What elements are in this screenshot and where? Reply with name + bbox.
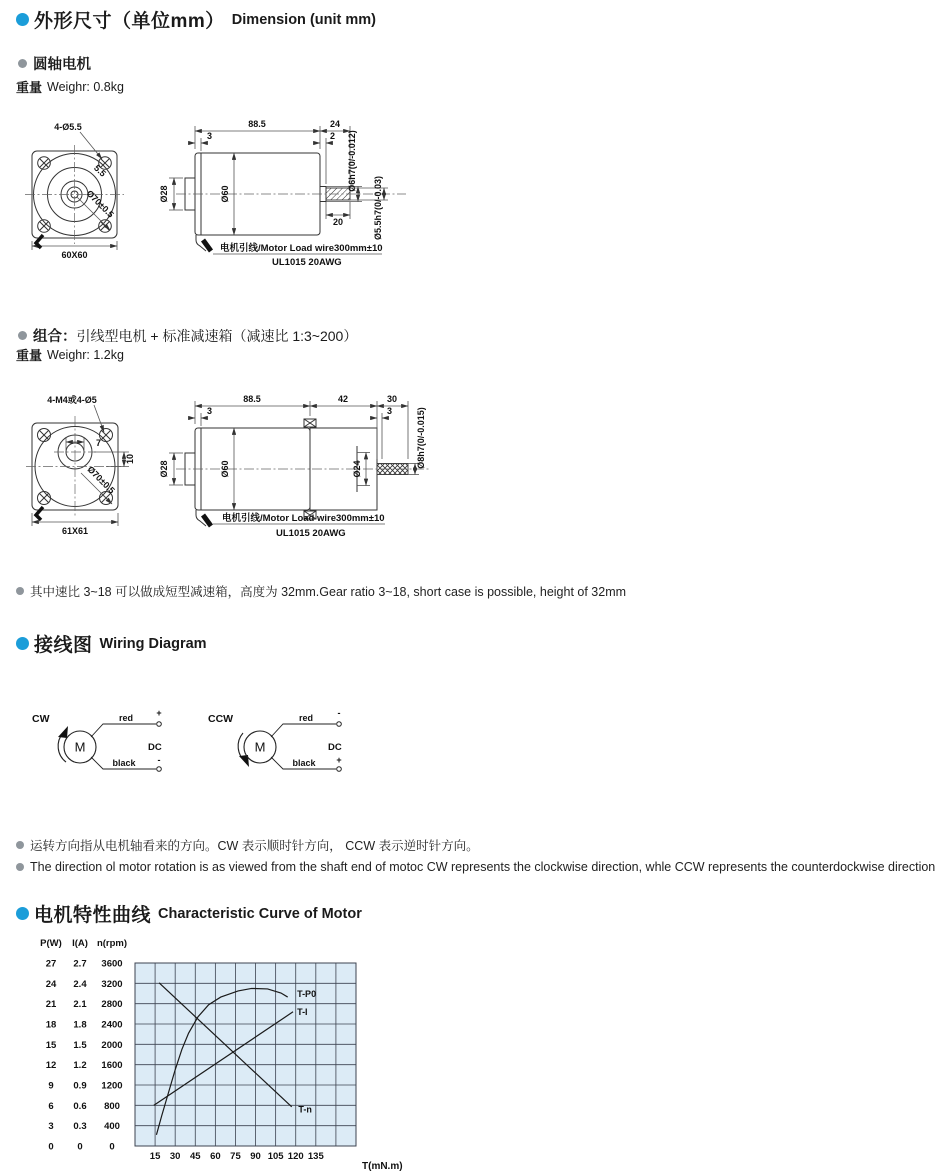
dim-shaft-length: 30 [386, 394, 398, 404]
supply-label: DC [148, 742, 162, 753]
weight-value: Weighr: 1.2kg [47, 347, 124, 362]
label-holes: 4-Ø5.5 [54, 122, 82, 132]
side-view-motor [159, 119, 406, 268]
y-tick-label: 2800 [101, 999, 123, 1011]
x-tick-label: 90 [250, 1151, 261, 1162]
tol-shaft-6h7: Ø6h7(0/-0.012) [347, 130, 357, 192]
y-tick-label: 27 [45, 958, 57, 970]
y-tick-label: 12 [45, 1060, 57, 1072]
axis-header: n(rpm) [96, 938, 128, 949]
plot-area [135, 963, 356, 1146]
x-tick-label: 120 [287, 1151, 304, 1162]
y-tick-label: 24 [45, 978, 57, 990]
section-wiring-header [16, 630, 207, 657]
y-tick-label: 18 [45, 1019, 57, 1031]
section-bullet-icon [16, 13, 29, 26]
x-tick-label: 15 [149, 1151, 161, 1162]
weight-label-zh: 重量 [16, 348, 43, 363]
weight-line-2 [16, 345, 124, 364]
y-tick-label: 0 [77, 1141, 83, 1153]
bottom-wire-label: black [292, 758, 316, 768]
wiring-title-zh: 接线图 [34, 635, 93, 656]
y-tick-label: 3200 [101, 978, 123, 990]
direction-label: CW [32, 713, 50, 725]
dim-2: 2 [330, 131, 336, 141]
dim-gearbox-length: 42 [337, 394, 349, 404]
y-tick-label: 3 [48, 1121, 54, 1133]
weight-label-zh: 重量 [16, 80, 43, 95]
y-tick-label: 0.6 [73, 1100, 87, 1112]
wire-spec: UL1015 20AWG [272, 257, 342, 268]
characteristic-curve-chart [18, 930, 438, 1174]
dim-boss-dia: Ø24 [352, 460, 362, 478]
y-tick-label: 1.2 [73, 1060, 87, 1072]
y-tick-label: 2.4 [73, 978, 87, 990]
motor-symbol: M [74, 739, 86, 755]
gear-note-text: 其中速比 3~18 可以做成短型减速箱，高度为 32mm.Gear ratio 3~18, short case is possible, height of 32mm [30, 585, 627, 599]
drawing-round-shaft-motor [10, 113, 430, 285]
x-tick-label: 75 [230, 1151, 241, 1162]
y-tick-label: 0.3 [73, 1121, 87, 1133]
y-tick-label: 400 [104, 1121, 120, 1133]
motor-symbol: M [254, 739, 266, 755]
note-bullet-icon [16, 863, 24, 871]
bottom-wire-label: black [112, 758, 136, 768]
dim-10: 10 [125, 453, 135, 465]
top-wire-label: red [118, 713, 134, 723]
dim-body-length: 88.5 [248, 119, 266, 129]
section-bullet-icon [16, 907, 29, 920]
dim-3-right: 3 [387, 406, 393, 416]
x-tick-label: 135 [307, 1151, 324, 1162]
tol-shaft-5-5h7: Ø5.5h7(0/-0.03) [373, 175, 383, 241]
axis-header: I(A) [72, 938, 88, 949]
drawing-motor-gearbox [10, 388, 450, 573]
y-tick-label: 15 [45, 1039, 57, 1051]
label-flange-61x61: 61X61 [61, 526, 89, 536]
y-tick-label: 2000 [101, 1039, 123, 1051]
label-pilot-dia: Ø70±0.5 [84, 188, 116, 220]
x-tick-label: 45 [189, 1151, 201, 1162]
round-shaft-label: 圆轴电机 [33, 57, 91, 73]
sub-bullet-icon [18, 331, 27, 340]
direction-label: CCW [208, 713, 234, 725]
dim-rear-dia: Ø28 [159, 460, 169, 478]
y-tick-label: 21 [45, 999, 57, 1011]
wire-label: 电机引线/Motor Load wire300mm±10 [222, 513, 385, 524]
top-polarity: - [337, 708, 341, 718]
cw-rotation-arrow-icon [58, 726, 68, 738]
rotation-note-zh-text: 运转方向指从电机轴看来的方向。CW 表示顺时针方向， CCW 表示逆时针方向。 [30, 839, 479, 853]
series-label: T-P0 [297, 989, 317, 1000]
wiring-title-en: Wiring Diagram [99, 635, 207, 652]
y-tick-label: 0 [48, 1141, 54, 1153]
wire-label: 电机引线/Motor Load wire300mm±10 [220, 243, 383, 254]
label-holes: 4-M4或4-Ø5 [47, 395, 97, 405]
dim-7: 7 [96, 438, 102, 448]
rotation-note-zh [16, 836, 479, 854]
dim-body-length: 88.5 [243, 394, 261, 404]
y-tick-label: 0.9 [73, 1080, 87, 1092]
sub-bullet-icon [18, 59, 27, 68]
y-tick-label: 800 [104, 1100, 120, 1112]
weight-line-1 [16, 77, 124, 96]
top-wire-label: red [298, 713, 314, 723]
rotation-note-en-text: The direction ol motor rotation is as viewed from the shaft end of motoc CW represents the clockwise direction, whle CCW represents the counterdockwise direction [30, 860, 936, 874]
axis-header: P(W) [40, 938, 62, 949]
label-flange-60x60: 60X60 [61, 250, 88, 260]
dim-body-dia: Ø60 [220, 185, 230, 203]
dimension-title-en: Dimension (unit mm) [231, 11, 376, 28]
wire-spec: UL1015 20AWG [276, 528, 346, 539]
bottom-polarity: - [157, 755, 161, 765]
y-tick-label: 3600 [101, 958, 123, 970]
x-tick-label: 105 [267, 1151, 284, 1162]
dimension-title-zh: 外形尺寸（单位mm） [34, 11, 225, 32]
wiring-diagram-cw [32, 708, 162, 771]
dim-3-left: 3 [207, 406, 213, 416]
side-view-motor-gearbox [159, 394, 430, 539]
dim-body-dia: Ø60 [220, 460, 230, 478]
x-tick-label: 60 [210, 1151, 221, 1162]
note-bullet-icon [16, 587, 24, 595]
supply-label: DC [328, 742, 342, 753]
note-bullet-icon [16, 841, 24, 849]
section-bullet-icon [16, 637, 29, 650]
rotation-note-en [16, 860, 935, 874]
y-tick-label: 1200 [101, 1080, 123, 1092]
section-dimension-header [16, 6, 376, 33]
wiring-diagram-ccw [208, 708, 342, 771]
front-view-61x61 [26, 394, 135, 536]
y-tick-label: 1.8 [73, 1019, 87, 1031]
x-tick-label: 30 [169, 1151, 181, 1162]
section-curve-header [16, 900, 362, 927]
combo-label: 引线型电机 + 标准减速箱（减速比 1:3~200） [76, 327, 358, 344]
combo-subheader [18, 325, 357, 346]
label-shaft-5-5: 5.5 [92, 162, 109, 179]
curve-title-en: Characteristic Curve of Motor [158, 905, 362, 922]
tol-output-shaft: Ø8h7(0/-0.015) [416, 407, 426, 469]
y-tick-label: 9 [48, 1080, 54, 1092]
gear-ratio-note [16, 582, 626, 600]
lead-wire-stub [36, 507, 43, 520]
y-tick-label: 1600 [101, 1060, 123, 1072]
y-tick-label: 0 [109, 1141, 115, 1153]
y-tick-label: 2.7 [73, 958, 87, 970]
series-label: T-n [298, 1104, 312, 1115]
bottom-polarity: + [336, 755, 342, 765]
curve-title-zh: 电机特性曲线 [34, 905, 152, 926]
weight-value: Weighr: 0.8kg [47, 79, 124, 94]
y-tick-label: 2.1 [73, 999, 87, 1011]
top-polarity: + [156, 708, 162, 718]
series-label: T-I [297, 1006, 308, 1017]
front-view-60x60 [25, 122, 124, 260]
dim-rear-dia: Ø28 [159, 185, 169, 203]
round-shaft-subheader [18, 53, 91, 74]
dim-shaft-length: 24 [329, 119, 341, 129]
y-tick-label: 6 [48, 1100, 54, 1112]
y-tick-label: 1.5 [73, 1039, 87, 1051]
combo-label-bold: 组合： [33, 329, 77, 345]
dim-3: 3 [207, 131, 213, 141]
x-axis-label: T(mN.m) [362, 1161, 403, 1172]
label-pilot-dia: Ø70±0.5 [85, 464, 117, 496]
wiring-diagrams [20, 700, 380, 792]
y-tick-label: 2400 [101, 1019, 123, 1031]
dim-20: 20 [332, 217, 344, 227]
